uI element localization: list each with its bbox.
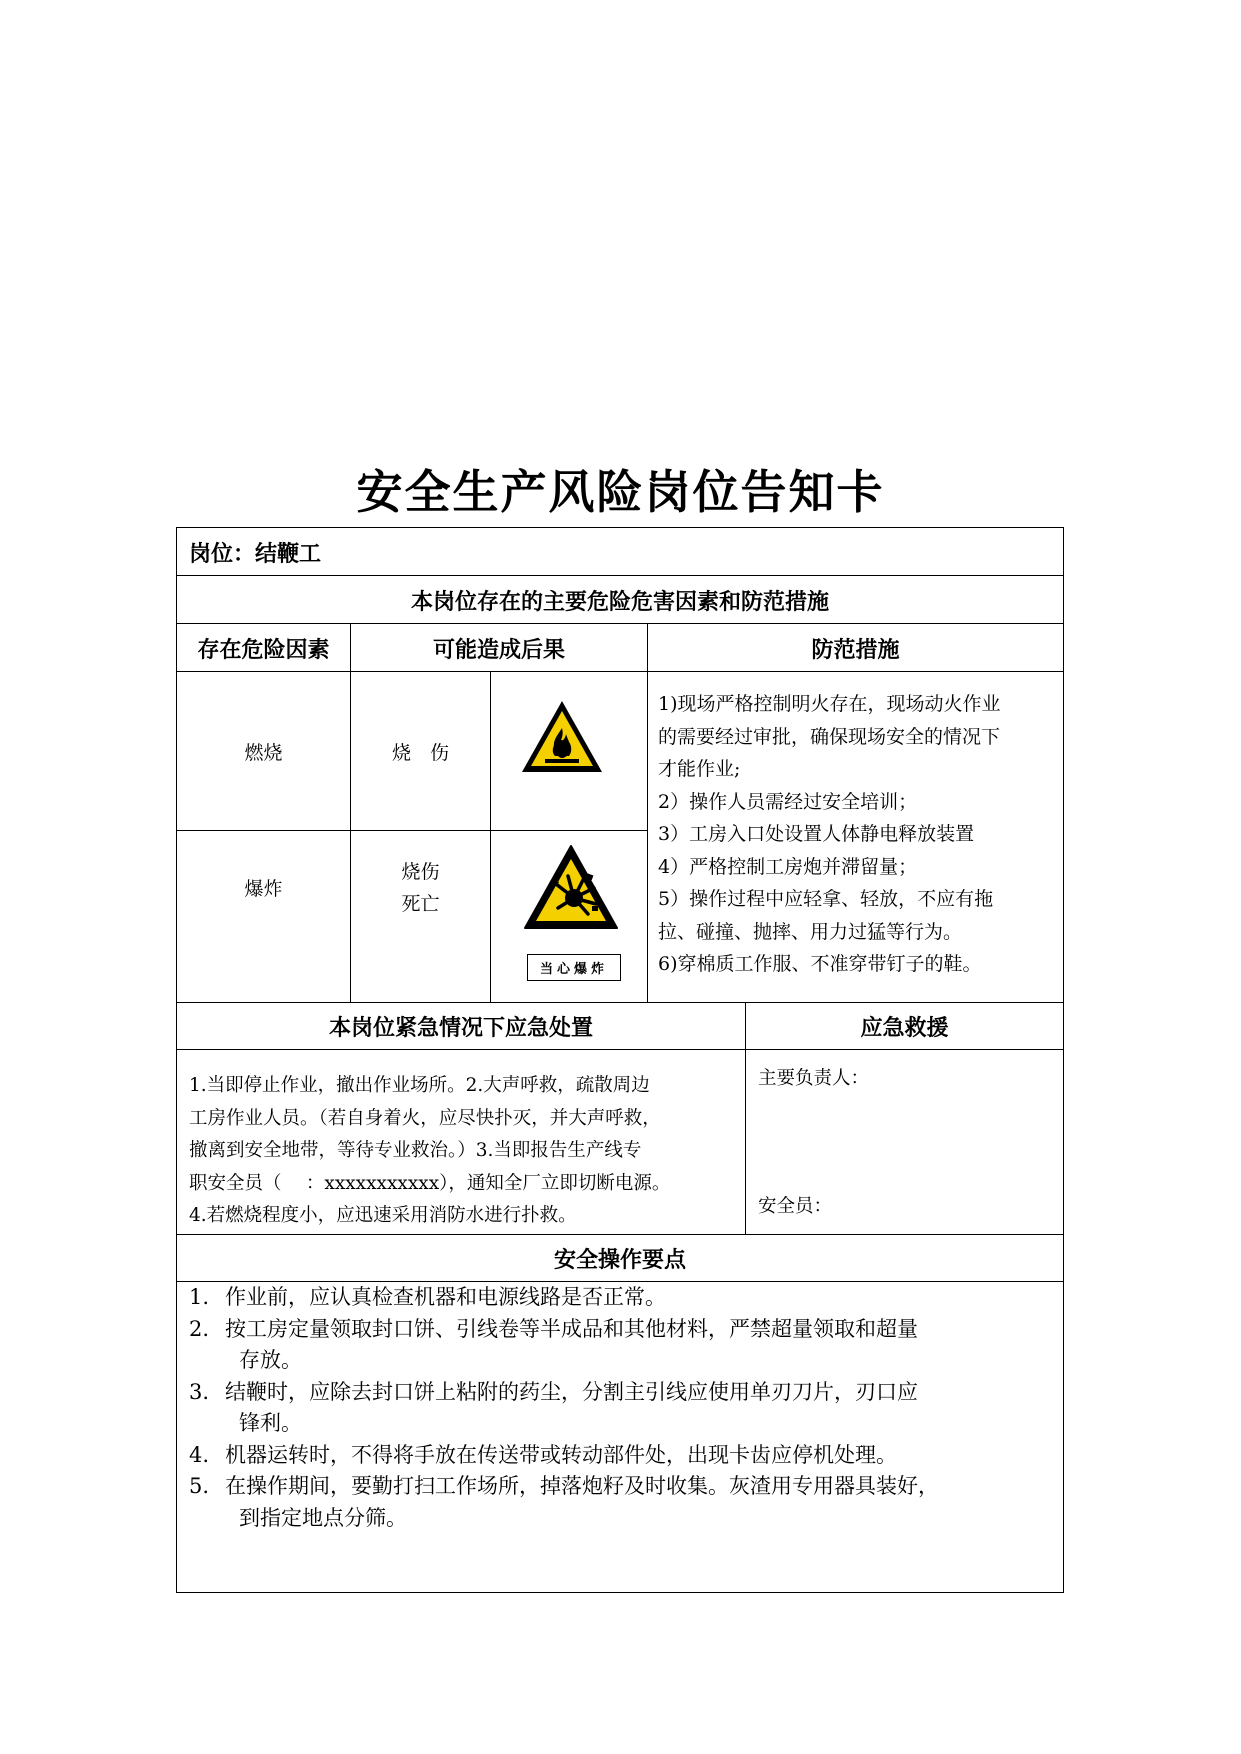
post-row (177, 528, 1063, 576)
list-item: 2. 按工房定量领取封口饼、引线卷等半成品和其他材料，严禁超量领取和超量 存放。 (189, 1316, 918, 1372)
consequence-line: 烧伤 (401, 860, 440, 883)
measure-line: 5）操作过程中应轻拿、轻放，不应有拖 (658, 888, 994, 910)
measure-line: 的需要经过审批，确保现场安全的情况下 (658, 725, 1001, 748)
consequence-line: 烧 伤 (391, 741, 449, 764)
explosion-warning-sign-icon (522, 844, 620, 932)
col-header-consequence: 可能造成后果 (432, 637, 565, 663)
col-header-measures: 防范措施 (811, 637, 900, 663)
emergency-line: 工房作业人员。（若自身着火，应尽快扑灭，并大声呼救， (189, 1107, 661, 1129)
operations-list (177, 1282, 1063, 1592)
hazard-consequence (351, 672, 490, 830)
consequence-line: 死亡 (401, 892, 440, 915)
hazard-factor: 燃烧 (244, 741, 283, 764)
safety-officer-label: 安全员： (758, 1196, 833, 1217)
leader-label: 主要负责人： (758, 1068, 870, 1089)
post-label: 岗位： (189, 541, 256, 567)
list-item: 1. 作业前，应认真检查机器和电源线路是否正常。 (189, 1285, 666, 1309)
measure-line: 拉、碰撞、抛摔、用力过猛等行为。 (658, 920, 963, 943)
list-item: 3. 结鞭时，应除去封口饼上粘附的药尘，分割主引线应使用单刃刀片，刃口应 锋利。 (189, 1379, 918, 1435)
measure-line: 4）严格控制工房炮并滞留量； (658, 855, 918, 878)
measure-line: 6)穿棉质工作服、不准穿带钉子的鞋。 (658, 953, 982, 975)
hazard-factor: 爆炸 (244, 878, 283, 900)
measure-line: 才能作业; (658, 758, 741, 780)
emergency-line: 撤离到安全地带，等待专业救治。）3.当即报告生产线专 (189, 1140, 642, 1161)
measure-line: 3）工房入口处设置人体静电释放装置 (658, 823, 975, 845)
notice-card (176, 527, 1064, 1593)
list-item: 4. 机器运转时，不得将手放在传送带或转动部件处，出现卡齿应停机处理。 (189, 1442, 897, 1467)
emergency-line: 4.若燃烧程度小，应迅速采用消防水进行扑救。 (189, 1205, 577, 1226)
flammable-warning-sign-icon (519, 698, 605, 776)
emergency-line: 职安全员（ ：xxxxxxxxxxx），通知全厂立即切断电源。 (189, 1172, 671, 1194)
emergency-heading: 本岗位紧急情况下应急处置 (328, 1016, 593, 1041)
col-header-factor: 存在危险因素 (197, 637, 330, 663)
prevention-measures (648, 672, 1063, 1002)
list-item: 5. 在操作期间，要勤打扫工作场所，掉落炮籽及时收集。灰渣用专用器具装好， 到指定地点分筛。 (189, 1474, 939, 1530)
measure-line: 1)现场严格控制明火存在，现场动火作业 (658, 693, 1001, 715)
emergency-procedure (177, 1050, 745, 1234)
measure-line: 2）操作人员需经过安全培训； (658, 790, 918, 813)
hazards-heading: 本岗位存在的主要危险危害因素和防范措施 (410, 589, 829, 615)
hazard-consequence (351, 831, 490, 944)
operations-heading: 安全操作要点 (553, 1248, 686, 1273)
page-title: 安全生产风险岗位告知卡 (356, 465, 885, 519)
emergency-line: 1.当即停止作业，撤出作业场所。2.大声呼救，疏散周边 (189, 1075, 650, 1096)
rescue-heading: 应急救援 (860, 1016, 949, 1041)
post-value: 结鞭工 (255, 541, 322, 567)
rescue-contacts (746, 1050, 1063, 1234)
sign-caption: 当心爆炸 (527, 954, 621, 981)
